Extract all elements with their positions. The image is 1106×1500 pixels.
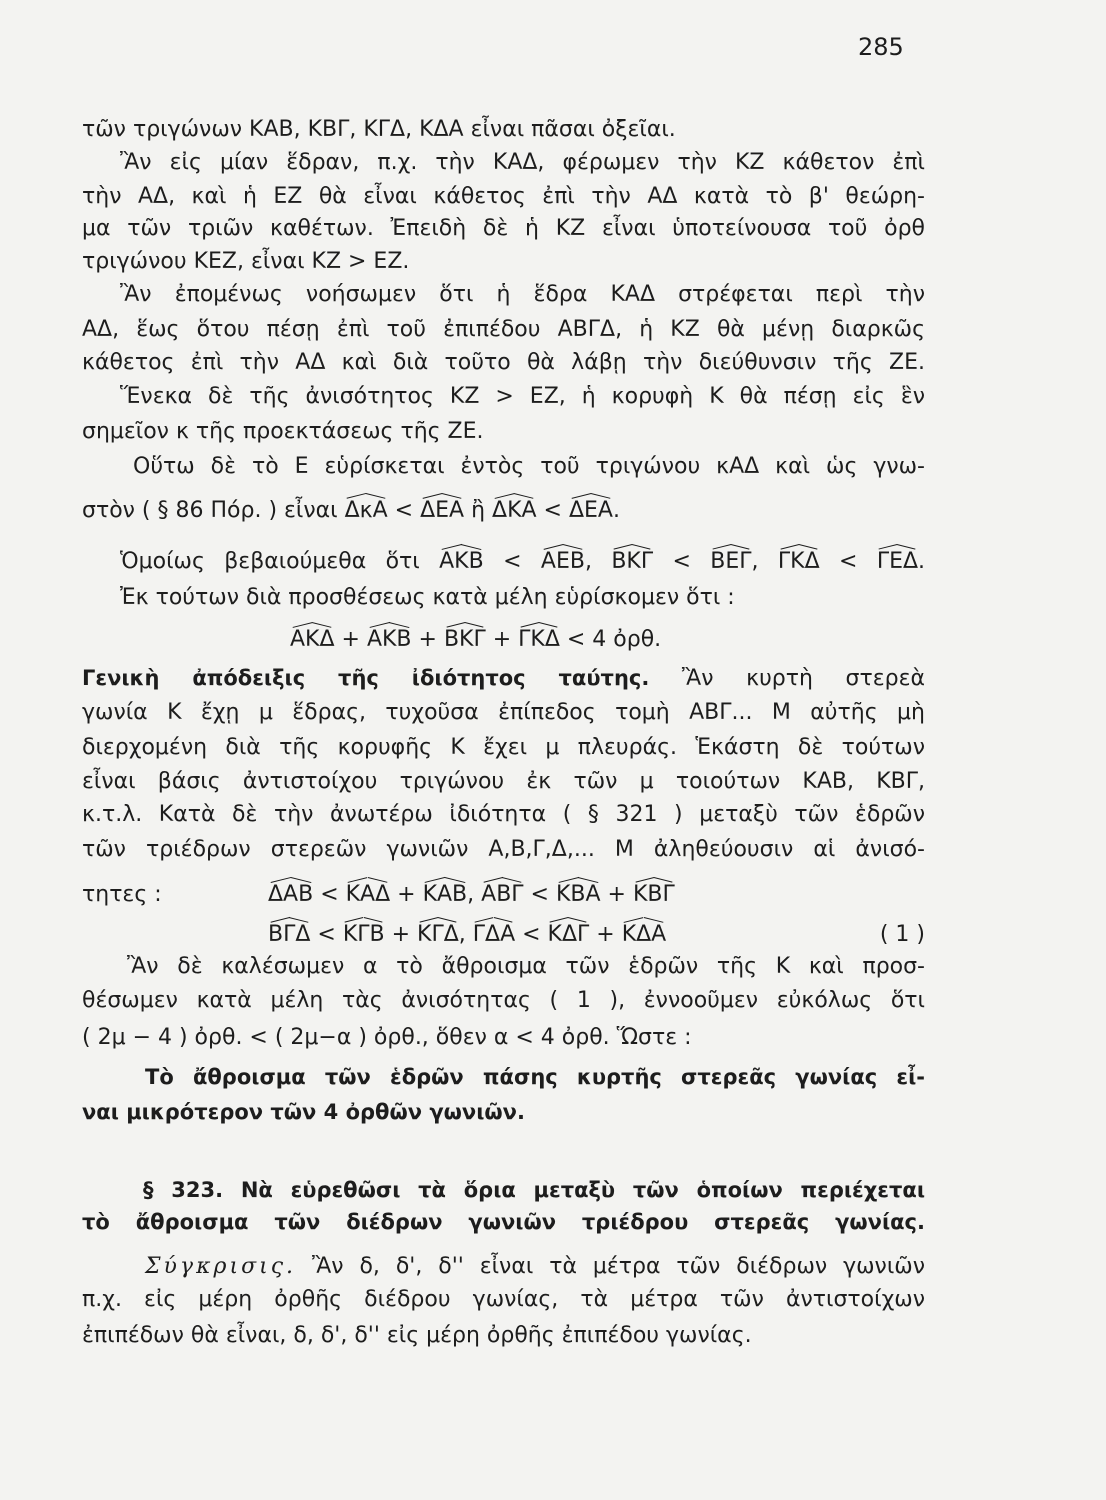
text-span: Ἂν δ, δ', δ'' εἶναι τὰ μέτρα τῶν διέδρων γωνιῶν bbox=[296, 1254, 925, 1279]
text-line bbox=[82, 494, 925, 528]
angle-symbol: ΑΚΒ bbox=[366, 627, 412, 652]
angle-symbol: ΔΚΑ bbox=[492, 498, 537, 523]
text-line bbox=[82, 545, 925, 579]
angle-symbol: ΚΒΑ bbox=[555, 882, 601, 907]
bold-heading-span: Γενικὴ ἀπόδειξις τῆς ἰδιότητος ταύτης. bbox=[82, 666, 650, 690]
text-span: < 4 ὀρθ. bbox=[559, 627, 662, 652]
equation-number: ( 1 ) bbox=[879, 922, 925, 947]
text-line: θέσωμεν κατὰ μέλη τὰς ἀνισότητας ( 1 ), ἐννοοῦμεν εὐκόλως ὅτι bbox=[82, 988, 925, 1013]
text-line: τῶν τριγώνων ΚΑΒ, ΚΒΓ, ΚΓΔ, ΚΔΑ εἶναι πᾶσαι ὀξεῖαι. bbox=[82, 117, 676, 142]
text-line: Ἂν δὲ καλέσωμεν α τὸ ἄθροισμα τῶν ἑδρῶν τῆς Κ καὶ προσ- bbox=[127, 954, 925, 979]
text-span: . bbox=[612, 498, 620, 523]
text-line: εἶναι βάσις ἀντιστοίχου τριγώνου ἐκ τῶν μ τοιούτων ΚΑΒ, ΚΒΓ, bbox=[82, 769, 925, 794]
text-line: Ἐκ τούτων διὰ προσθέσεως κατὰ μέλη εὑρίσκομεν ὅτι : bbox=[120, 585, 735, 610]
angle-symbol: ΑΚΒ bbox=[439, 549, 484, 574]
formula-line bbox=[82, 878, 925, 912]
text-span: , bbox=[458, 922, 473, 947]
angle-symbol: ΚΓΒ bbox=[342, 922, 385, 947]
text-span: < bbox=[653, 549, 711, 574]
angle-symbol: ΑΚΔ bbox=[290, 627, 335, 652]
angle-symbol: ΔΕΑ bbox=[568, 498, 613, 523]
formula-line bbox=[290, 623, 910, 657]
text-span: + bbox=[589, 922, 622, 947]
text-line: σημεῖον κ τῆς προεκτάσεως τῆς ΖΕ. bbox=[82, 419, 484, 444]
angle-symbol: ΔκΑ bbox=[344, 498, 388, 523]
text-line: Οὕτω δὲ τὸ Ε εὑρίσκεται ἐντὸς τοῦ τριγώνου κΑΔ καὶ ὡς γνω- bbox=[133, 454, 925, 479]
text-span: Ἂν κυρτὴ στερεὰ bbox=[649, 666, 925, 691]
angle-symbol: ΚΑΔ bbox=[345, 882, 391, 907]
angle-symbol: ΔΑΒ bbox=[268, 882, 314, 907]
text-span: τητες : bbox=[82, 882, 162, 907]
text-span: + bbox=[411, 627, 444, 652]
text-span: + bbox=[600, 882, 633, 907]
text-line: τριγώνου ΚΕΖ, εἶναι ΚΖ > ΕΖ. bbox=[82, 249, 410, 274]
page-number: 285 bbox=[858, 33, 904, 61]
section-heading: § 323. Νὰ εὑρεθῶσι τὰ ὅρια μεταξὺ τῶν ὁποίων περιέχεται bbox=[143, 1178, 925, 1202]
angle-symbol: ΚΔΓ bbox=[547, 922, 590, 947]
text-line: ( 2μ − 4 ) ὀρθ. < ( 2μ−α ) ὀρθ., ὅθεν α < 4 ὀρθ. Ὥστε : bbox=[82, 1025, 692, 1050]
angle-symbol: ΓΕΔ bbox=[876, 549, 919, 574]
section-heading: τὸ ἄθροισμα τῶν διέδρων γωνιῶν τριέδρου στερεᾶς γωνίας. bbox=[82, 1210, 925, 1234]
angle-symbol: ΓΔΑ bbox=[472, 922, 516, 947]
angle-symbol: ΚΔΑ bbox=[621, 922, 667, 947]
text-span: < bbox=[536, 498, 569, 523]
text-span: + bbox=[485, 627, 519, 652]
text-line: π.χ. εἰς μέρη ὀρθῆς διέδρου γωνίας, τὰ μέτρα τῶν ἀντιστοίχων bbox=[82, 1287, 925, 1312]
formula-line bbox=[268, 918, 925, 952]
italic-label: Σύγκρισις. bbox=[145, 1254, 297, 1279]
text-span: . bbox=[918, 549, 926, 574]
text-span: , bbox=[467, 882, 482, 907]
text-span: + bbox=[384, 922, 418, 947]
text-line: Ἕνεκα δὲ τῆς ἀνισότητος ΚΖ > ΕΖ, ἡ κορυφὴ Κ θὰ πέσῃ εἰς ἓν bbox=[120, 384, 925, 409]
text-line: ἐπιπέδων θὰ εἶναι, δ, δ', δ'' εἰς μέρη ὀρθῆς ἐπιπέδου γωνίας. bbox=[82, 1323, 752, 1348]
text-line: τῶν τριέδρων στερεῶν γωνιῶν Α,Β,Γ,Δ,... Μ ἀληθεύουσιν αἱ ἀνισό- bbox=[82, 837, 925, 862]
text-span: Ὁμοίως βεβαιούμεθα ὅτι bbox=[120, 549, 440, 574]
text-line: τὴν ΑΔ, καὶ ἡ ΕΖ θὰ εἶναι κάθετος ἐπὶ τὴν ΑΔ κατὰ τὸ β' θεώρη- bbox=[82, 184, 925, 209]
text-span: + bbox=[334, 627, 367, 652]
text-span: , bbox=[751, 549, 778, 574]
text-span: < bbox=[819, 549, 877, 574]
angle-symbol: ΚΓΔ bbox=[417, 922, 459, 947]
text-span: < bbox=[313, 882, 346, 907]
theorem-statement: Τὸ ἄθροισμα τῶν ἑδρῶν πάσης κυρτῆς στερεᾶς γωνίας εἶ- bbox=[145, 1065, 925, 1089]
text-line bbox=[82, 1250, 925, 1284]
angle-symbol: ΓΚΔ bbox=[518, 627, 560, 652]
text-line bbox=[82, 661, 925, 695]
text-line: Ἂν ἐπομένως νοήσωμεν ὅτι ἡ ἕδρα ΚΑΔ στρέφεται περὶ τὴν bbox=[120, 282, 925, 307]
angle-symbol: ΒΚΓ bbox=[443, 627, 486, 652]
angle-symbol: ΓΚΔ bbox=[777, 549, 820, 574]
text-span: < bbox=[387, 498, 421, 523]
angle-symbol: ΒΚΓ bbox=[611, 549, 654, 574]
text-line: κάθετος ἐπὶ τὴν ΑΔ καὶ διὰ τοῦτο θὰ λάβῃ τὴν διεύθυνσιν τῆς ΖΕ. bbox=[82, 350, 925, 375]
text-line: μα τῶν τριῶν καθέτων. Ἐπειδὴ δὲ ἡ ΚΖ εἶναι ὑποτείνουσα τοῦ ὀρθ bbox=[82, 216, 925, 241]
text-line: κ.τ.λ. Κατὰ δὲ τὴν ἀνωτέρω ἰδιότητα ( § 321 ) μεταξὺ τῶν ἑδρῶν bbox=[82, 802, 925, 827]
text-span: ἢ bbox=[464, 498, 493, 523]
text-span: < bbox=[310, 922, 343, 947]
angle-symbol: ΚΑΒ bbox=[422, 882, 468, 907]
angle-symbol: ΔΕΑ bbox=[420, 498, 465, 523]
text-line: Ἂν εἰς μίαν ἕδραν, π.χ. τὴν ΚΑΔ, φέρωμεν τὴν ΚΖ κάθετον ἐπὶ bbox=[120, 150, 925, 175]
text-span: + bbox=[390, 882, 423, 907]
theorem-statement: ναι μικρότερον τῶν 4 ὀρθῶν γωνιῶν. bbox=[82, 1100, 525, 1124]
text-span: , bbox=[584, 549, 612, 574]
text-span: στὸν ( § 86 Πόρ. ) εἶναι bbox=[82, 498, 345, 523]
text-span: < bbox=[483, 549, 541, 574]
text-line: γωνία Κ ἔχῃ μ ἕδρας, τυχοῦσα ἐπίπεδος τομὴ ΑΒΓ... Μ αὐτῆς μὴ bbox=[82, 700, 925, 725]
angle-symbol: ΑΕΒ bbox=[540, 549, 585, 574]
angle-symbol: ΒΕΓ bbox=[710, 549, 752, 574]
text-span: < bbox=[523, 882, 556, 907]
text-line: ΑΔ, ἕως ὅτου πέσῃ ἐπὶ τοῦ ἐπιπέδου ΑΒΓΔ, ἡ ΚΖ θὰ μένῃ διαρκῶς bbox=[82, 317, 925, 342]
text-span: < bbox=[515, 922, 548, 947]
text-line: διερχομένη διὰ τῆς κορυφῆς Κ ἔχει μ πλευράς. Ἑκάστη δὲ τούτων bbox=[82, 735, 925, 760]
angle-symbol: ΒΓΔ bbox=[268, 922, 311, 947]
angle-symbol: ΚΒΓ bbox=[632, 882, 675, 907]
angle-symbol: ΑΒΓ bbox=[481, 882, 524, 907]
